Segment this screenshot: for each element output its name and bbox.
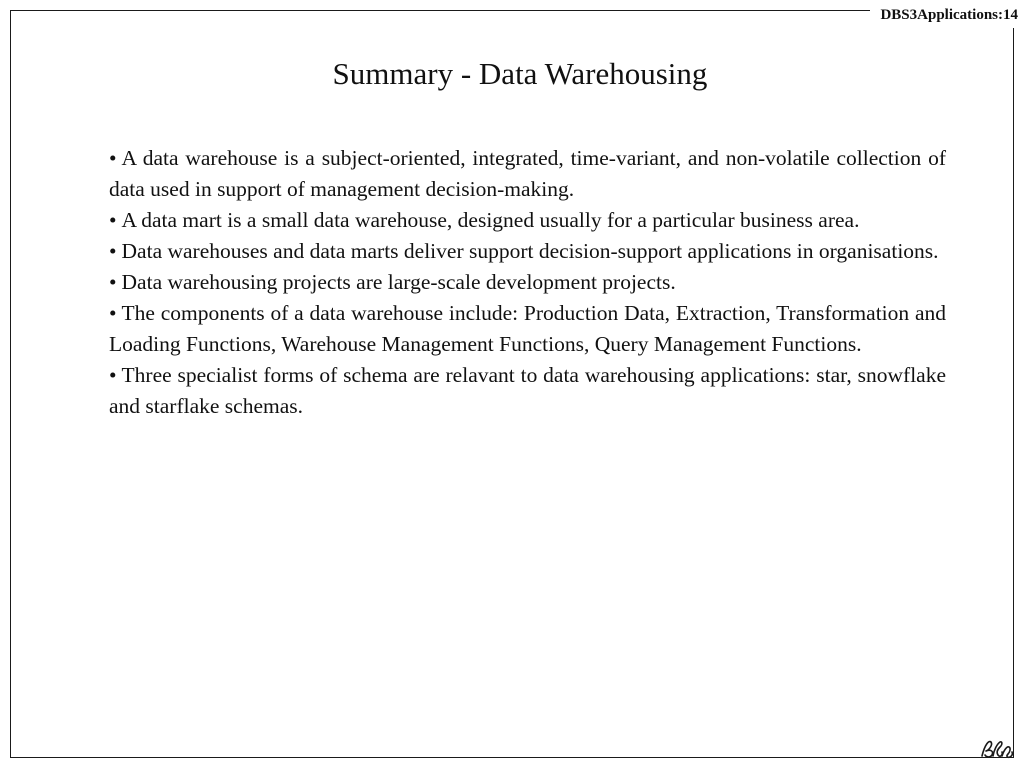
publisher-logo-icon xyxy=(980,738,1014,760)
bullet-list xyxy=(109,143,946,422)
bullet-item xyxy=(109,143,946,205)
bullet-text: A data warehouse is a subject-oriented, integrated, time-variant, and non-volatile collection of data used in support of management decision-making. xyxy=(109,146,946,201)
bullet-mark: • xyxy=(109,270,117,294)
slide-id: DBS3Applications:14 xyxy=(870,2,1020,28)
bullet-mark: • xyxy=(109,363,117,387)
bullet-text: Data warehouses and data marts deliver support decision-support applications in organisations. xyxy=(121,239,939,263)
bullet-text: A data mart is a small data warehouse, designed usually for a particular business area. xyxy=(121,208,860,232)
bullet-text: Three specialist forms of schema are relavant to data warehousing applications: star, snowflake and starflake schemas. xyxy=(109,363,946,418)
bullet-mark: • xyxy=(109,146,117,170)
bullet-item xyxy=(109,205,946,236)
bullet-item xyxy=(109,267,946,298)
slide-title: Summary - Data Warehousing xyxy=(332,56,708,91)
bullet-mark: • xyxy=(109,301,117,325)
bullet-item xyxy=(109,360,946,422)
bullet-text: The components of a data warehouse include: Production Data, Extraction, Transformation and Loading Functions, Warehouse Management Functions, Query Management Functions. xyxy=(109,301,946,356)
bullet-mark: • xyxy=(109,208,117,232)
bullet-mark: • xyxy=(109,239,117,263)
bullet-item xyxy=(109,298,946,360)
bullet-item xyxy=(109,236,946,267)
bullet-text: Data warehousing projects are large-scale development projects. xyxy=(121,270,676,294)
